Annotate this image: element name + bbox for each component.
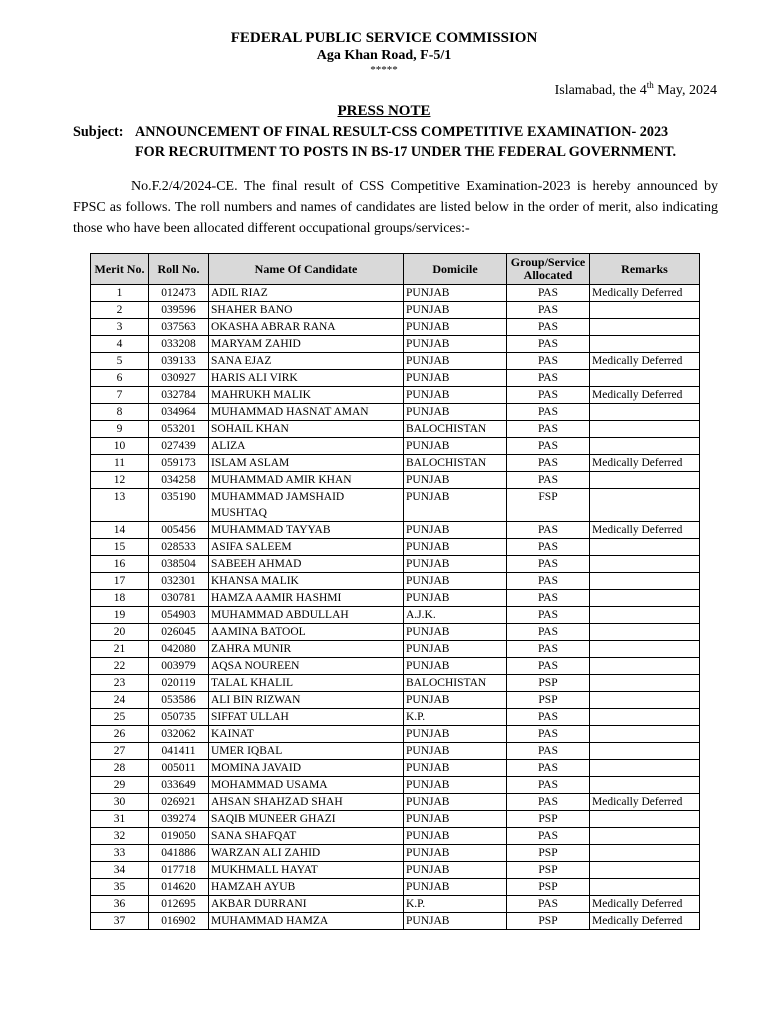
merit-no-cell: 32 (91, 828, 149, 845)
group-cell: PAS (507, 285, 590, 302)
roll-no-cell: 005456 (149, 522, 209, 539)
roll-no-cell: 032062 (149, 726, 209, 743)
group-cell: PAS (507, 794, 590, 811)
domicile-cell: PUNJAB (404, 438, 507, 455)
table-row (91, 760, 700, 777)
candidate-name-cell: OKASHA ABRAR RANA (209, 319, 404, 336)
candidate-name-cell: MUHAMMAD JAMSHAID MUSHTAQ (209, 489, 404, 522)
merit-no-cell: 4 (91, 336, 149, 353)
merit-no-cell: 15 (91, 539, 149, 556)
group-cell: PAS (507, 777, 590, 794)
merit-no-cell: 27 (91, 743, 149, 760)
candidate-name-cell: SOHAIL KHAN (209, 421, 404, 438)
announcement-paragraph (73, 176, 718, 239)
candidate-name-cell: ZAHRA MUNIR (209, 641, 404, 658)
roll-no-cell: 005011 (149, 760, 209, 777)
group-cell: PAS (507, 353, 590, 370)
domicile-cell: PUNJAB (404, 387, 507, 404)
remarks-cell (590, 421, 700, 438)
candidate-name-cell: HAMZA AAMIR HASHMI (209, 590, 404, 607)
merit-no-cell: 3 (91, 319, 149, 336)
domicile-cell: PUNJAB (404, 285, 507, 302)
domicile-cell: PUNJAB (404, 370, 507, 387)
table-row (91, 387, 700, 404)
remarks-cell (590, 489, 700, 522)
group-cell: PAS (507, 302, 590, 319)
group-cell: PAS (507, 336, 590, 353)
table-row (91, 573, 700, 590)
merit-no-cell: 29 (91, 777, 149, 794)
remarks-cell (590, 472, 700, 489)
merit-no-cell: 2 (91, 302, 149, 319)
merit-no-cell: 23 (91, 675, 149, 692)
roll-no-cell: 033649 (149, 777, 209, 794)
group-cell: PAS (507, 472, 590, 489)
merit-no-cell: 26 (91, 726, 149, 743)
remarks-cell (590, 726, 700, 743)
roll-no-cell: 016902 (149, 913, 209, 930)
table-row (91, 421, 700, 438)
column-header: Remarks (590, 254, 700, 285)
merit-no-cell: 33 (91, 845, 149, 862)
domicile-cell: PUNJAB (404, 777, 507, 794)
group-cell: PAS (507, 573, 590, 590)
group-cell: PAS (507, 624, 590, 641)
roll-no-cell: 053201 (149, 421, 209, 438)
roll-no-cell: 012473 (149, 285, 209, 302)
merit-no-cell: 7 (91, 387, 149, 404)
remarks-cell (590, 828, 700, 845)
remarks-cell (590, 438, 700, 455)
group-cell: PAS (507, 828, 590, 845)
domicile-cell: BALOCHISTAN (404, 675, 507, 692)
candidate-name-cell: HAMZAH AYUB (209, 879, 404, 896)
remarks-cell (590, 811, 700, 828)
merit-no-cell: 20 (91, 624, 149, 641)
press-note-heading: PRESS NOTE (337, 103, 431, 119)
group-cell: PAS (507, 455, 590, 472)
domicile-cell: PUNJAB (404, 556, 507, 573)
roll-no-cell: 032784 (149, 387, 209, 404)
roll-no-cell: 030927 (149, 370, 209, 387)
merit-no-cell: 25 (91, 709, 149, 726)
merit-no-cell: 24 (91, 692, 149, 709)
remarks-cell (590, 709, 700, 726)
domicile-cell: K.P. (404, 896, 507, 913)
table-row (91, 692, 700, 709)
table-row (91, 828, 700, 845)
domicile-cell: PUNJAB (404, 760, 507, 777)
organization-title: FEDERAL PUBLIC SERVICE COMMISSION (230, 30, 538, 46)
organization-address: Aga Khan Road, F-5/1 (316, 48, 452, 63)
candidate-name-cell: TALAL KHALIL (209, 675, 404, 692)
announcement-text: No.F.2/4/2024-CE. The final result of CSS Competitive Examination-2023 is hereby announced by FPSC as follows. The roll numbers and names of candidates are listed below in the order of merit, also indicating those who have been allocated different occupational groups/services:- (73, 179, 718, 236)
roll-no-cell: 032301 (149, 573, 209, 590)
group-cell: PAS (507, 590, 590, 607)
remarks-cell (590, 658, 700, 675)
remarks-cell (590, 777, 700, 794)
group-cell: PAS (507, 726, 590, 743)
merit-no-cell: 11 (91, 455, 149, 472)
roll-no-cell: 039274 (149, 811, 209, 828)
merit-no-cell: 10 (91, 438, 149, 455)
domicile-cell: BALOCHISTAN (404, 421, 507, 438)
roll-no-cell: 039596 (149, 302, 209, 319)
roll-no-cell: 054903 (149, 607, 209, 624)
merit-no-cell: 12 (91, 472, 149, 489)
column-header: Name Of Candidate (209, 254, 404, 285)
group-cell: PAS (507, 743, 590, 760)
remarks-cell (590, 590, 700, 607)
column-header: Roll No. (149, 254, 209, 285)
table-row (91, 743, 700, 760)
group-cell: PAS (507, 522, 590, 539)
group-cell: FSP (507, 489, 590, 522)
candidate-name-cell: SHAHER BANO (209, 302, 404, 319)
candidate-name-cell: UMER IQBAL (209, 743, 404, 760)
merit-no-cell: 1 (91, 285, 149, 302)
table-row (91, 913, 700, 930)
candidate-name-cell: WARZAN ALI ZAHID (209, 845, 404, 862)
table-row (91, 556, 700, 573)
domicile-cell: PUNJAB (404, 794, 507, 811)
group-cell: PAS (507, 421, 590, 438)
table-row (91, 709, 700, 726)
remarks-cell (590, 573, 700, 590)
roll-no-cell: 050735 (149, 709, 209, 726)
remarks-cell: Medically Deferred (590, 285, 700, 302)
table-header-row (91, 254, 700, 285)
roll-no-cell: 027439 (149, 438, 209, 455)
remarks-cell (590, 539, 700, 556)
candidate-name-cell: MUHAMMAD ABDULLAH (209, 607, 404, 624)
roll-no-cell: 017718 (149, 862, 209, 879)
remarks-cell (590, 862, 700, 879)
roll-no-cell: 053586 (149, 692, 209, 709)
column-header: Merit No. (91, 254, 149, 285)
table-row (91, 489, 700, 522)
merit-no-cell: 17 (91, 573, 149, 590)
domicile-cell: PUNJAB (404, 404, 507, 421)
domicile-cell: PUNJAB (404, 879, 507, 896)
merit-no-cell: 14 (91, 522, 149, 539)
roll-no-cell: 014620 (149, 879, 209, 896)
candidate-name-cell: MAHRUKH MALIK (209, 387, 404, 404)
merit-no-cell: 28 (91, 760, 149, 777)
group-cell: PAS (507, 709, 590, 726)
domicile-cell: PUNJAB (404, 336, 507, 353)
candidate-name-cell: MOHAMMAD USAMA (209, 777, 404, 794)
merit-no-cell: 31 (91, 811, 149, 828)
domicile-cell: PUNJAB (404, 590, 507, 607)
domicile-cell: PUNJAB (404, 353, 507, 370)
remarks-cell (590, 319, 700, 336)
column-header: Domicile (404, 254, 507, 285)
group-cell: PAS (507, 387, 590, 404)
merit-no-cell: 16 (91, 556, 149, 573)
group-cell: PAS (507, 896, 590, 913)
remarks-cell (590, 370, 700, 387)
domicile-cell: PUNJAB (404, 692, 507, 709)
candidate-name-cell: ALIZA (209, 438, 404, 455)
group-cell: PSP (507, 692, 590, 709)
candidate-name-cell: KAINAT (209, 726, 404, 743)
roll-no-cell: 028533 (149, 539, 209, 556)
candidate-name-cell: AKBAR DURRANI (209, 896, 404, 913)
domicile-cell: PUNJAB (404, 743, 507, 760)
candidate-name-cell: AHSAN SHAHZAD SHAH (209, 794, 404, 811)
roll-no-cell: 019050 (149, 828, 209, 845)
remarks-cell (590, 404, 700, 421)
domicile-cell: PUNJAB (404, 522, 507, 539)
merit-list-table (90, 253, 700, 930)
table-row (91, 658, 700, 675)
roll-no-cell: 041411 (149, 743, 209, 760)
table-row (91, 370, 700, 387)
group-cell: PSP (507, 913, 590, 930)
merit-no-cell: 18 (91, 590, 149, 607)
domicile-cell: PUNJAB (404, 319, 507, 336)
domicile-cell: BALOCHISTAN (404, 455, 507, 472)
subject-line-1: ANNOUNCEMENT OF FINAL RESULT-CSS COMPETITIVE EXAMINATION- 2023 (135, 124, 669, 140)
candidate-name-cell: MARYAM ZAHID (209, 336, 404, 353)
remarks-cell (590, 692, 700, 709)
table-row (91, 285, 700, 302)
merit-no-cell: 34 (91, 862, 149, 879)
group-cell: PAS (507, 641, 590, 658)
group-cell: PAS (507, 607, 590, 624)
table-row (91, 845, 700, 862)
date-suffix: May, 2024 (653, 83, 717, 98)
domicile-cell: PUNJAB (404, 658, 507, 675)
remarks-cell (590, 675, 700, 692)
remarks-cell (590, 336, 700, 353)
table-row (91, 607, 700, 624)
remarks-cell: Medically Deferred (590, 353, 700, 370)
domicile-cell: PUNJAB (404, 811, 507, 828)
table-row (91, 336, 700, 353)
roll-no-cell: 034964 (149, 404, 209, 421)
table-row (91, 896, 700, 913)
candidate-name-cell: SAQIB MUNEER GHAZI (209, 811, 404, 828)
remarks-cell (590, 760, 700, 777)
group-cell: PAS (507, 539, 590, 556)
domicile-cell: PUNJAB (404, 472, 507, 489)
roll-no-cell: 041886 (149, 845, 209, 862)
domicile-cell: PUNJAB (404, 913, 507, 930)
merit-no-cell: 13 (91, 489, 149, 522)
roll-no-cell: 012695 (149, 896, 209, 913)
roll-no-cell: 026921 (149, 794, 209, 811)
candidate-name-cell: MUHAMMAD HASNAT AMAN (209, 404, 404, 421)
table-row (91, 522, 700, 539)
candidate-name-cell: SABEEH AHMAD (209, 556, 404, 573)
candidate-name-cell: ISLAM ASLAM (209, 455, 404, 472)
remarks-cell (590, 845, 700, 862)
remarks-cell (590, 607, 700, 624)
remarks-cell (590, 624, 700, 641)
table-row (91, 675, 700, 692)
candidate-name-cell: ALI BIN RIZWAN (209, 692, 404, 709)
table-row (91, 455, 700, 472)
merit-no-cell: 9 (91, 421, 149, 438)
group-cell: PSP (507, 675, 590, 692)
candidate-name-cell: MOMINA JAVAID (209, 760, 404, 777)
domicile-cell: PUNJAB (404, 828, 507, 845)
remarks-cell (590, 641, 700, 658)
merit-no-cell: 30 (91, 794, 149, 811)
table-row (91, 726, 700, 743)
domicile-cell: PUNJAB (404, 302, 507, 319)
table-row (91, 472, 700, 489)
roll-no-cell: 020119 (149, 675, 209, 692)
table-row (91, 590, 700, 607)
merit-no-cell: 8 (91, 404, 149, 421)
remarks-cell (590, 302, 700, 319)
table-row (91, 539, 700, 556)
date-prefix: Islamabad, the 4 (554, 83, 647, 98)
table-row (91, 794, 700, 811)
domicile-cell: K.P. (404, 709, 507, 726)
candidate-name-cell: MUHAMMAD TAYYAB (209, 522, 404, 539)
domicile-cell: PUNJAB (404, 862, 507, 879)
merit-no-cell: 6 (91, 370, 149, 387)
roll-no-cell: 059173 (149, 455, 209, 472)
remarks-cell: Medically Deferred (590, 896, 700, 913)
roll-no-cell: 037563 (149, 319, 209, 336)
domicile-cell: A.J.K. (404, 607, 507, 624)
domicile-cell: PUNJAB (404, 726, 507, 743)
domicile-cell: PUNJAB (404, 845, 507, 862)
group-cell: PAS (507, 404, 590, 421)
domicile-cell: PUNJAB (404, 489, 507, 522)
subject-label: Subject: (73, 124, 124, 140)
candidate-name-cell: ADIL RIAZ (209, 285, 404, 302)
table-row (91, 353, 700, 370)
column-header: Group/Service Allocated (507, 254, 590, 285)
table-row (91, 777, 700, 794)
candidate-name-cell: ASIFA SALEEM (209, 539, 404, 556)
roll-no-cell: 038504 (149, 556, 209, 573)
table-row (91, 319, 700, 336)
group-cell: PAS (507, 319, 590, 336)
group-cell: PSP (507, 845, 590, 862)
remarks-cell (590, 556, 700, 573)
table-body (91, 285, 700, 930)
remarks-cell: Medically Deferred (590, 387, 700, 404)
table-row (91, 438, 700, 455)
remarks-cell: Medically Deferred (590, 522, 700, 539)
subject-line-2: FOR RECRUITMENT TO POSTS IN BS-17 UNDER THE FEDERAL GOVERNMENT. (135, 144, 677, 160)
table-row (91, 302, 700, 319)
roll-no-cell: 042080 (149, 641, 209, 658)
roll-no-cell: 026045 (149, 624, 209, 641)
separator-stars: ***** (370, 64, 398, 76)
roll-no-cell: 039133 (149, 353, 209, 370)
table-row (91, 404, 700, 421)
merit-no-cell: 37 (91, 913, 149, 930)
domicile-cell: PUNJAB (404, 624, 507, 641)
candidate-name-cell: SANA SHAFQAT (209, 828, 404, 845)
table-row (91, 811, 700, 828)
table-row (91, 879, 700, 896)
remarks-cell: Medically Deferred (590, 794, 700, 811)
domicile-cell: PUNJAB (404, 641, 507, 658)
roll-no-cell: 034258 (149, 472, 209, 489)
table-row (91, 862, 700, 879)
group-cell: PAS (507, 370, 590, 387)
candidate-name-cell: AAMINA BATOOL (209, 624, 404, 641)
candidate-name-cell: MUHAMMAD AMIR KHAN (209, 472, 404, 489)
remarks-cell (590, 879, 700, 896)
merit-no-cell: 22 (91, 658, 149, 675)
merit-no-cell: 19 (91, 607, 149, 624)
group-cell: PAS (507, 658, 590, 675)
remarks-cell: Medically Deferred (590, 455, 700, 472)
table-row (91, 624, 700, 641)
roll-no-cell: 030781 (149, 590, 209, 607)
candidate-name-cell: AQSA NOUREEN (209, 658, 404, 675)
candidate-name-cell: MUHAMMAD HAMZA (209, 913, 404, 930)
merit-no-cell: 21 (91, 641, 149, 658)
candidate-name-cell: SIFFAT ULLAH (209, 709, 404, 726)
group-cell: PAS (507, 760, 590, 777)
remarks-cell (590, 743, 700, 760)
roll-no-cell: 035190 (149, 489, 209, 522)
group-cell: PAS (507, 438, 590, 455)
merit-no-cell: 36 (91, 896, 149, 913)
domicile-cell: PUNJAB (404, 539, 507, 556)
roll-no-cell: 003979 (149, 658, 209, 675)
date-ordinal: th (646, 80, 654, 90)
merit-no-cell: 35 (91, 879, 149, 896)
candidate-name-cell: KHANSA MALIK (209, 573, 404, 590)
candidate-name-cell: HARIS ALI VIRK (209, 370, 404, 387)
candidate-name-cell: SANA EJAZ (209, 353, 404, 370)
group-cell: PAS (507, 556, 590, 573)
roll-no-cell: 033208 (149, 336, 209, 353)
merit-no-cell: 5 (91, 353, 149, 370)
remarks-cell: Medically Deferred (590, 913, 700, 930)
table-row (91, 641, 700, 658)
domicile-cell: PUNJAB (404, 573, 507, 590)
group-cell: PSP (507, 811, 590, 828)
candidate-name-cell: MUKHMALL HAYAT (209, 862, 404, 879)
group-cell: PSP (507, 862, 590, 879)
group-cell: PSP (507, 879, 590, 896)
issue-date (555, 82, 717, 100)
